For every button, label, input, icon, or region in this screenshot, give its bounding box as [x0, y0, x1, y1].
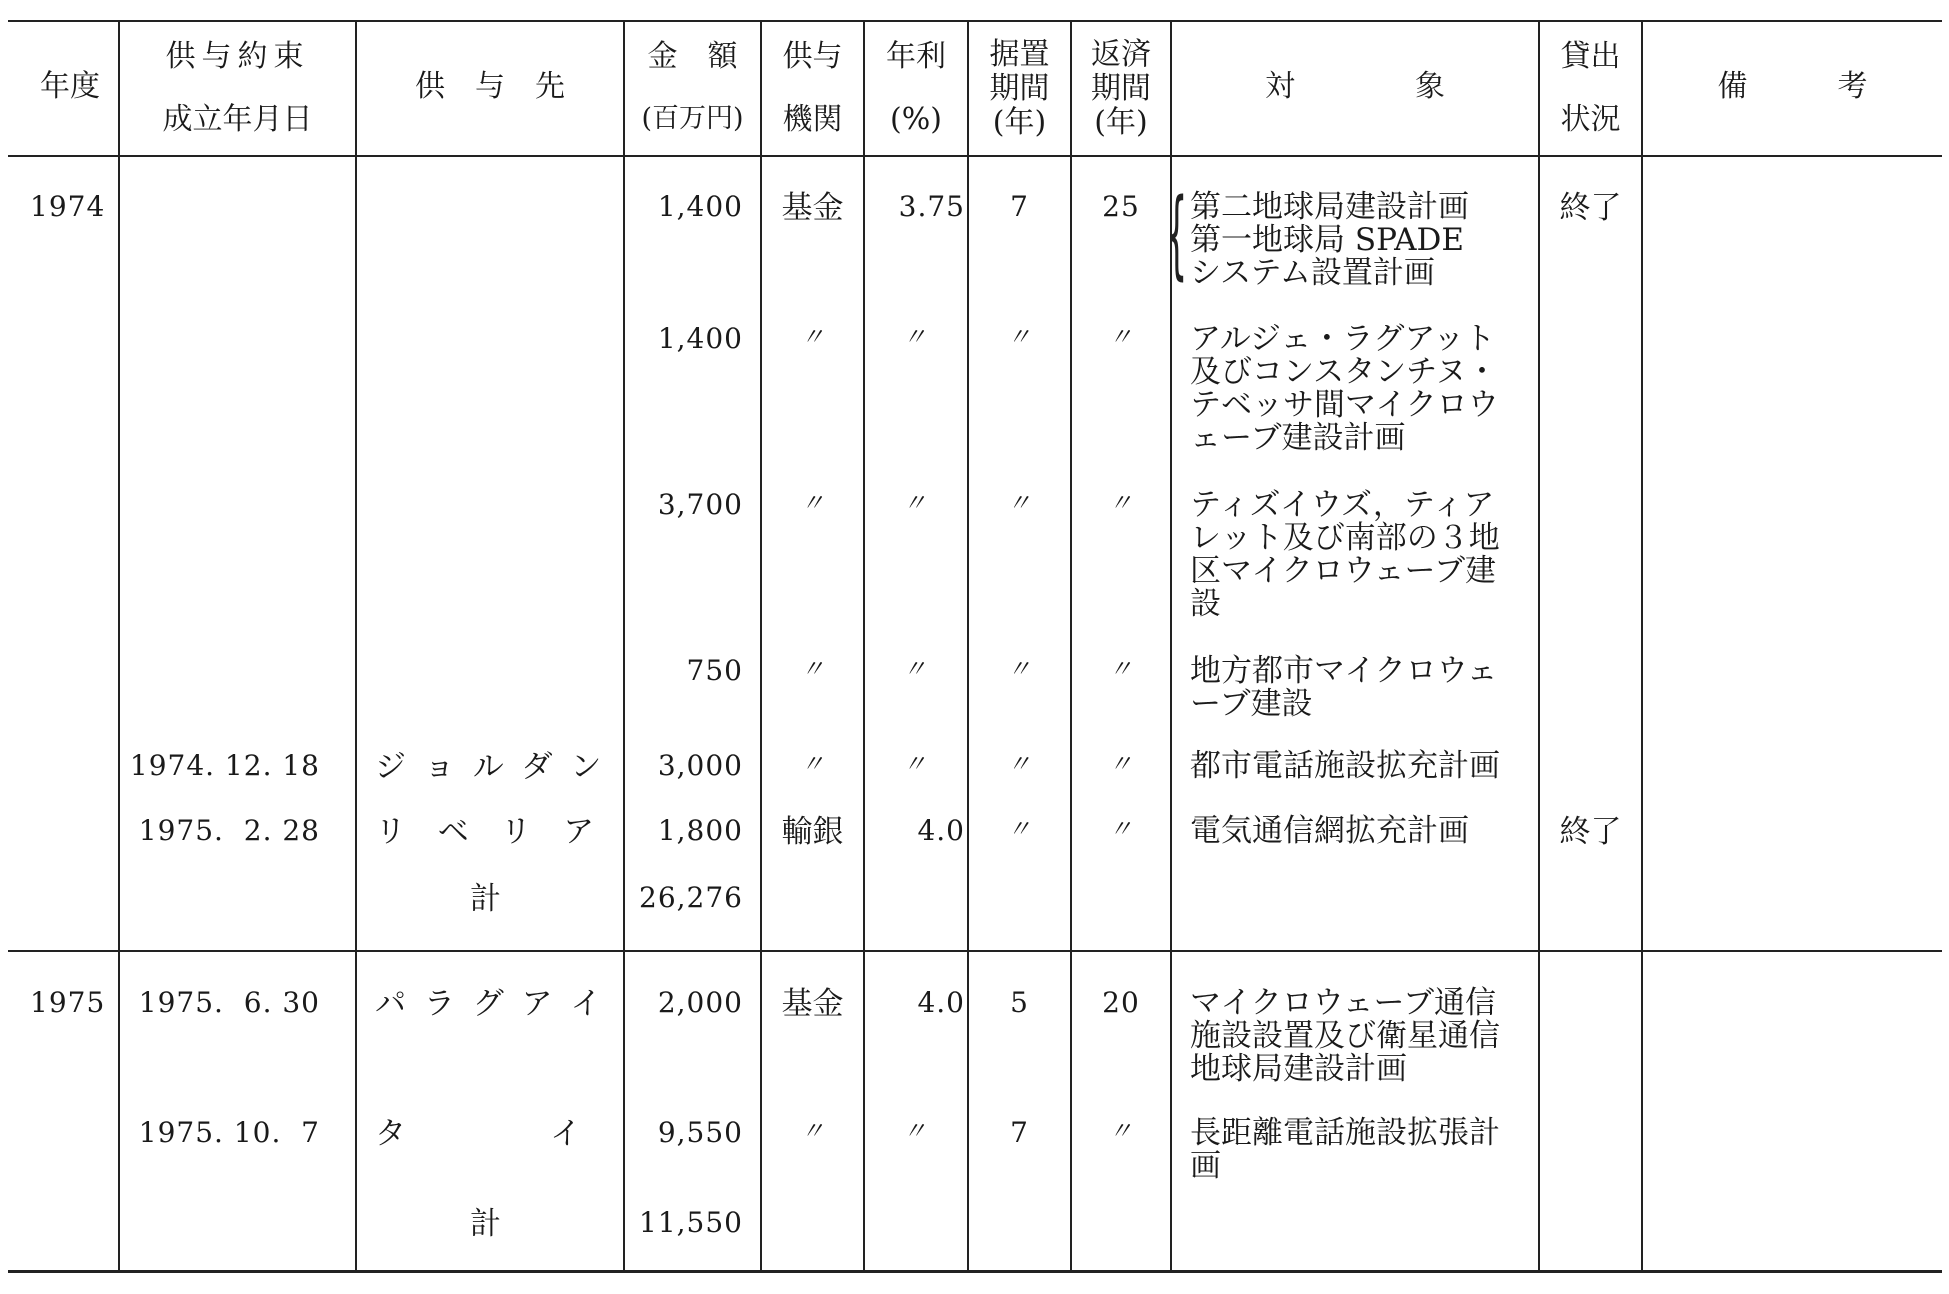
header-grace-line2: 期間 — [989, 71, 1050, 106]
cell-amount: 1,800 — [657, 814, 743, 847]
cell-repay: 25 — [1102, 190, 1140, 223]
cell-recipient: 計 — [470, 1206, 505, 1242]
col-divider — [1641, 20, 1643, 1270]
cell-agency: 〃 — [800, 323, 825, 351]
cell-repay: 〃 — [1108, 1117, 1134, 1145]
cell-amount: 3,000 — [657, 749, 743, 782]
cell-status: 終了 — [1559, 814, 1622, 850]
cell-grace: 〃 — [1007, 815, 1032, 843]
header-amount-line1: 金 額 — [647, 39, 738, 74]
bottom-rule — [8, 1270, 1942, 1273]
col-divider — [355, 20, 357, 1270]
cell-recipient: タ イ — [375, 1116, 585, 1152]
cell-grace: 7 — [1010, 1116, 1029, 1149]
header-status-line2: 状況 — [1560, 102, 1621, 137]
header-date-line2: 成立年月日 — [162, 102, 313, 137]
cell-grace: 〃 — [1007, 323, 1032, 351]
header-date-line1: 供与約束 — [165, 39, 310, 74]
header-status-line1: 貸出 — [1560, 39, 1621, 74]
cell-agency: 輸銀 — [781, 814, 844, 850]
cell-target: 長距離電話施設拡張計 画 — [1190, 1115, 1500, 1184]
cell-target: 都市電話施設拡充計画 — [1190, 748, 1500, 784]
cell-amount: 26,276 — [639, 881, 743, 914]
header-rule — [8, 155, 1942, 157]
cell-repay: 〃 — [1108, 655, 1134, 683]
header-repay-line3: (年) — [1094, 105, 1148, 140]
cell-rate: 〃 — [902, 750, 928, 778]
header-recipient: 供 与 先 — [415, 69, 565, 104]
cell-agency: 〃 — [800, 489, 825, 517]
cell-status: 終了 — [1559, 190, 1622, 226]
section-rule — [8, 950, 1942, 952]
cell-recipient: ジ ョ ル ダ ン — [375, 749, 606, 785]
cell-target: 第二地球局建設計画 第一地球局 SPADE システム設置計画 — [1190, 189, 1469, 291]
cell-amount: 9,550 — [657, 1116, 743, 1149]
cell-rate: 〃 — [902, 323, 928, 351]
cell-rate: 4.0 — [917, 814, 965, 847]
cell-grace: 7 — [1010, 190, 1029, 223]
cell-recipient: リ ベ リ ア — [375, 814, 599, 850]
cell-repay: 〃 — [1108, 750, 1134, 778]
cell-agency: 基金 — [781, 190, 844, 226]
cell-rate: 3.75 — [898, 190, 965, 223]
cell-rate: 〃 — [902, 655, 928, 683]
header-rate-line2: (%) — [890, 102, 942, 137]
col-divider — [118, 20, 120, 1270]
header-repay-line1: 返済 — [1091, 37, 1151, 72]
top-rule — [8, 20, 1942, 22]
cell-rate: 〃 — [902, 489, 928, 517]
cell-amount: 1,400 — [657, 190, 743, 223]
header-rate-line1: 年利 — [886, 39, 946, 74]
header-target: 対 象 — [1265, 69, 1445, 104]
cell-grace: 5 — [1010, 986, 1029, 1019]
cell-amount: 1,400 — [657, 322, 743, 355]
cell-target: アルジェ・ラグアット 及びコンスタンチヌ・ テベッサ間マイクロウ ェーブ建設計画 — [1190, 321, 1499, 456]
cell-repay: 20 — [1102, 986, 1140, 1019]
cell-recipient: 計 — [470, 881, 505, 917]
header-grace-line3: (年) — [992, 105, 1047, 140]
cell-amount: 2,000 — [657, 986, 743, 1019]
cell-date: 1975. 6. 30 — [138, 986, 320, 1019]
cell-amount: 3,700 — [657, 488, 743, 521]
cell-agency: 〃 — [800, 1117, 825, 1145]
cell-repay: 〃 — [1108, 815, 1134, 843]
cell-agency: 基金 — [781, 986, 844, 1022]
header-remarks: 備 考 — [1717, 69, 1868, 104]
cell-amount: 750 — [686, 654, 743, 687]
header-amount-line2: (百万円) — [641, 103, 744, 134]
header-grace-line1: 据置 — [989, 37, 1050, 72]
cell-date: 1974. 12. 18 — [129, 749, 320, 782]
cell-agency: 〃 — [800, 750, 825, 778]
cell-target: 電気通信網拡充計画 — [1190, 813, 1469, 849]
header-year: 年度 — [40, 69, 100, 104]
header-agency-line2: 機関 — [782, 102, 843, 137]
cell-target: 地方都市マイクロウェ ーブ建設 — [1190, 653, 1498, 722]
cell-grace: 〃 — [1007, 750, 1032, 778]
cell-repay: 〃 — [1108, 323, 1134, 351]
cell-repay: 〃 — [1108, 489, 1134, 517]
cell-year: 1974 — [30, 190, 106, 223]
cell-target: マイクロウェーブ通信 施設設置及び衛星通信 地球局建設計画 — [1190, 985, 1500, 1087]
header-repay-line2: 期間 — [1091, 71, 1151, 106]
header-agency-line1: 供与 — [782, 39, 843, 74]
cell-recipient: パ ラ グ ア イ — [375, 986, 606, 1022]
cell-rate: 4.0 — [917, 986, 965, 1019]
cell-grace: 〃 — [1007, 655, 1032, 683]
cell-grace: 〃 — [1007, 489, 1032, 517]
brace-mark: { — [1166, 178, 1188, 290]
cell-year: 1975 — [30, 986, 106, 1019]
cell-agency: 〃 — [800, 655, 825, 683]
cell-date: 1975. 2. 28 — [138, 814, 320, 847]
cell-date: 1975. 10. 7 — [138, 1116, 320, 1149]
cell-amount: 11,550 — [639, 1206, 743, 1239]
cell-rate: 〃 — [902, 1117, 928, 1145]
cell-target: ティズイウズ，ティア レット及び南部の３地 区マイクロウェーブ建 設 — [1190, 487, 1500, 622]
